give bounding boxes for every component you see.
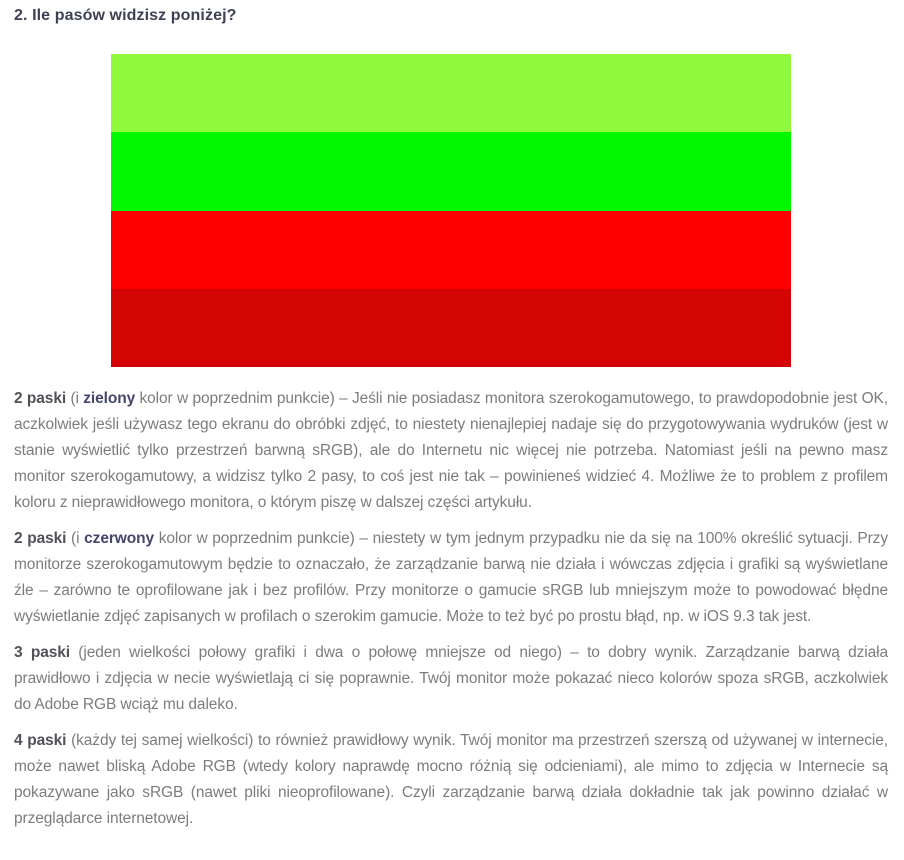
color-bands-test-image [111, 54, 791, 367]
page-title: 2. Ile pasów widzisz poniżej? [14, 7, 237, 24]
paragraph-2-stripes-green [14, 386, 888, 516]
paragraph-text: (jeden wielkości połowy grafiki i dwa o połowę mniejsze od niego) – to dobry wynik. Zarządzanie barwą działa prawidłowo i zdjęcia w necie wyświetlają ci się poprawnie. Twój monitor może pokazać nieco kolorów spoza sRGB, aczkolwiek do Adobe RGB wciąż mu daleko. [14, 644, 888, 713]
paragraph-lead: 3 paski [14, 644, 70, 661]
paragraph-lead: 2 paski [14, 530, 67, 547]
stripe-green [111, 132, 791, 210]
paragraph-3-stripes [14, 640, 888, 718]
paragraph-text: (i [66, 390, 84, 407]
accent-word-czerwony: czerwony [84, 530, 154, 547]
paragraph-text: (i [66, 530, 85, 547]
paragraph-text: kolor w poprzednim punkcie) – Jeśli nie posiadasz monitora szerokogamutowego, to prawdopodobnie jest OK, aczkolwiek jeśli używasz tego ekranu do obróbki zdjęć, to niestety nienajlepiej nadaje się do przygotowywania wydruków (jest w stanie wyświetlić tylko przestrzeń barwną sRGB), ale do Internetu nic więcej nie potrzeba. Natomiast jeśli na pewno masz monitor szerokogamutowy, a widzisz tylko 2 pasy, to coś jest nie tak – powinieneś widzieć 4. Możliwe że to problem z profilem koloru z nieprawidłowego monitora, o którym piszę w dalszej części artykułu. [14, 390, 888, 511]
stripe-light-green [111, 54, 791, 132]
paragraph-lead: 4 paski [14, 732, 67, 749]
paragraph-2-stripes-red [14, 526, 888, 630]
paragraph-4-stripes [14, 728, 888, 832]
stripe-dark-red [111, 289, 791, 367]
paragraph-lead: 2 paski [14, 390, 67, 407]
stripe-red [111, 211, 791, 289]
paragraph-text: (każdy tej samej wielkości) to również prawidłowy wynik. Twój monitor ma przestrzeń szerszą od używanej w internecie, może nawet bliską Adobe RGB (wtedy kolory naprawdę mocno różnią się odcieniami), ale mimo to zdjęcia w Internecie są pokazywane jako sRGB (nawet pliki nieoprofilowane). Czyli zarządzanie barwą działa dokładnie tak jak powinno działać w przeglądarce internetowej. [14, 732, 888, 827]
accent-word-zielony: zielony [83, 390, 136, 407]
paragraph-text: kolor w poprzednim punkcie) – niestety w tym jednym przypadku nie da się na 100% określić sytuacji. Przy monitorze szerokogamutowym będzie to oznaczało, że zarządzanie barwą nie działa i wówczas zdjęcia i grafiki są wyświetlane źle – zarówno te oprofilowane jak i bez profilów. Przy monitorze o gamucie sRGB lub mniejszym może to powodować błędne wyświetlanie zdjęć zapisanych w profilach o szerokim gamucie. Może to też być po prostu błąd, np. w iOS 9.3 tak jest. [14, 530, 888, 625]
